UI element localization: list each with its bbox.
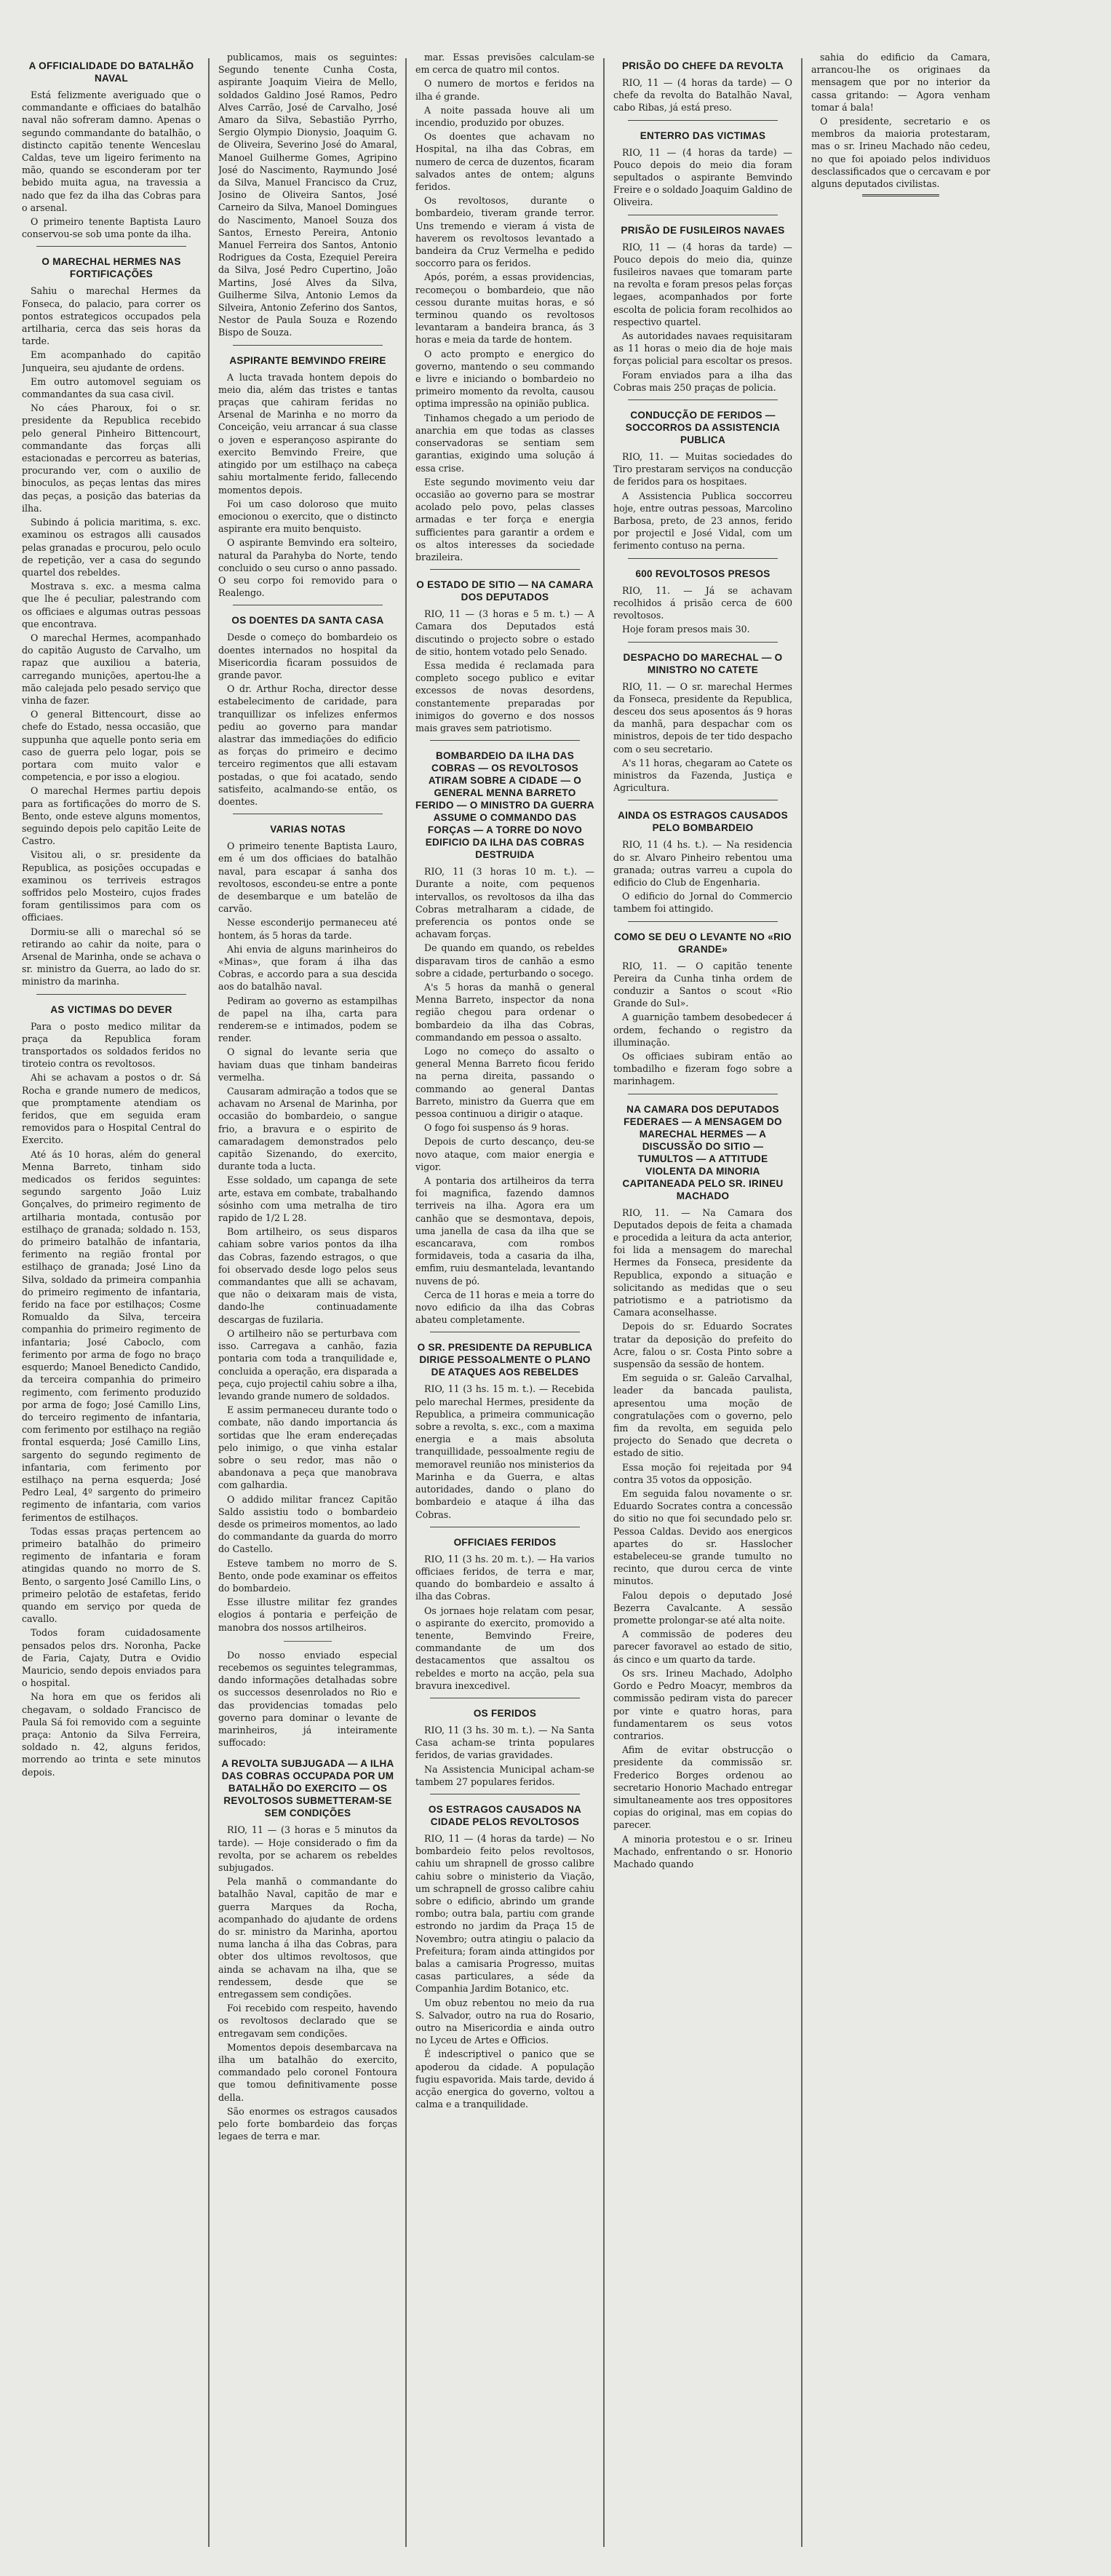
article-paragraph: O fogo foi suspenso ás 9 horas. [424, 1122, 569, 1134]
article-paragraph: Esse soldado, um capanga de sete arte, estava em combate, trabalhando sósinho com uma metralha de tiro rapido de 1/2 L 28. [218, 1174, 397, 1224]
article-paragraph: O dr. Arthur Rocha, director desse estabelecimento de caridade, para tranquillizar os infelizes enfermos pediu ao governo para mandar alastrar das immediações do edificio as forças do primeiro e decimo terceiro regimentos que alli estavam postadas, o que foi acatado, sendo satisfeito, acalmando-se então, os doentes. [218, 683, 397, 807]
article-paragraph: Falou depois o deputado José Bezerra Cavalcante. A sessão promette prolongar-se até alta noite. [613, 1589, 792, 1626]
article-headline: NA CAMARA DOS DEPUTADOS FEDERAES — A MENSAGEM DO MARECHAL HERMES — A DISCUSSÃO DO SITIO — TUMULTOS — A ATTITUDE VIOLENTA DA MINORIA CAPITANEADA PELO SR. IRINEU MACHADO [622, 1103, 784, 1201]
column-end-rule [862, 194, 939, 196]
article-paragraph: Os officiaes subiram então ao tombadilho e fizeram fogo sobre a marinhagem. [613, 1050, 792, 1087]
article-paragraph: Esteve tambem no morro de S. Bento, onde pode examinar os effeitos do bombardeio. [218, 1557, 397, 1594]
column-divider [801, 58, 803, 2547]
article-headline: CONDUCÇÃO DE FERIDOS — SOCCORROS DA ASSISTENCIA PUBLICA [625, 410, 781, 446]
article-paragraph: Todos foram cuidadosamente pensados pelos drs. Noronha, Packe de Faria, Cajaty, Dutra e Ovidio Mauricio, sendo depois enviados para o hospital. [22, 1627, 201, 1689]
article-paragraph: Pela manhã o commandante do batalhão Naval, capitão de mar e guerra Marques da Rocha, acompanhado do ajudante de ordens do sr. ministro da Marinha, aportou numa lancha á ilha das Cobras, para obter dos ultimos revoltosos, que ainda se achavam na ilha, que se rendessem, desde que se entregassem sem condições. [218, 1876, 397, 2000]
article-paragraph: E assim permaneceu durante todo o combate, não dando importancia ás sortidas que lhe eram endereçadas pelo inimigo, o que vinha estalar sobre o seu redor, mas não o abandonava a peça que manobrava com galhardia. [218, 1404, 397, 1491]
section-rule [430, 569, 580, 570]
article-paragraph: Esse illustre militar fez grandes elogios á pontaria e perfeição de manobra dos nossos artilheiros. [218, 1597, 397, 1633]
article-headline: DESPACHO DO MARECHAL — O MINISTRO NO CATETE [623, 651, 783, 675]
article-paragraph: O edificio do Jornal do Commercio tambem foi attingido. [613, 891, 792, 915]
article-headline: AINDA OS ESTRAGOS CAUSADOS PELO BOMBARDEIO [618, 810, 788, 834]
article-paragraph: Bom artilheiro, os seus disparos cahiam sobre varios pontos da ilha das Cobras, fazendo estragos, o que foi observado desde logo pelos seus commandantes que alli se achavam, que não o deixaram mais de vista, dando-lhe continuadamente descargas de fuzilaria. [218, 1226, 397, 1325]
article-paragraph: RIO, 11 — (3 horas e 5 m. t.) — A Camara dos Deputados está discutindo o projecto sobre o estado de sitio, hontem votado pelo Senado. [415, 608, 594, 657]
section-rule [430, 740, 580, 741]
section-rule [628, 120, 778, 121]
article-headline: O MARECHAL HERMES NAS FORTIFICAÇÕES [41, 256, 181, 280]
article-paragraph: O artilheiro não se perturbava com isso. Carregava a canhão, fazia pontaria com toda a tranquilidade e, concluida a operação, era disparada a peça, cujo projectil cahiu sobre a ilha, levando grande numero de soldados. [218, 1327, 397, 1402]
article-paragraph: São enormes os estragos causados pelo forte bombardeio das forças legaes de terra e mar. [218, 2105, 397, 2142]
article-paragraph: RIO, 11 (4 hs. t.). — Na residencia do sr. Alvaro Pinheiro rebentou uma granada; outras varreu a cupola do edificio do Club de Engenharia. [613, 839, 792, 888]
article-paragraph: RIO, 11 — (3 horas e 5 minutos da tarde). — Hoje considerado o fim da revolta, por se acharem os rebeldes subjugados. [218, 1824, 397, 1873]
article-paragraph: A minoria protestou e o sr. Irineu Machado, enfrentando o sr. Honorio Machado quando [613, 1833, 792, 1869]
article-paragraph: Todas essas praças pertencem ao primeiro batalhão do primeiro regimento de infantaria e foram atingidas quando no morro de S. Bento, o sargento José Camillo Lins, o primeiro pelotão de estafetas, ferido quando em serviço por queda de cavallo. [22, 1525, 201, 1625]
article-paragraph: Visitou ali, o sr. presidente da Republica, as posições occupadas e examinou os terriveis estragos soffridos pelo Mosteiro, cujos frades foram gentilissimos para com os officiaes. [22, 849, 201, 923]
article-headline: OS ESTRAGOS CAUSADOS NA CIDADE PELOS REVOLTOSOS [428, 1803, 582, 1827]
column-2 [218, 51, 397, 2554]
article-paragraph: Dormiu-se alli o marechal só se retirando ao cahir da noite, para o Arsenal de Marinha, onde se achava o sr. ministro da Guerra, ao lado do sr. ministro da marinha. [22, 926, 201, 987]
section-rule [36, 246, 186, 247]
article-paragraph: RIO, 11 — (4 horas da tarde) — Pouco depois do meio dia, quinze fusileiros navaes que tomaram parte na revolta e foram presos pelas forças legaes, acompanhados por forte escolta de policia foram recolhidos ao respectivo quartel. [613, 241, 792, 327]
article-paragraph: mar. Essas previsões calculam-se em cerca de quatro mil contos. [415, 52, 594, 76]
article-paragraph: Ahi se achavam a postos o dr. Sá Rocha e grande numero de medicos, que promptamente atendiam os feridos, que em seguida eram removidos para o Hospital Central do Exercito. [22, 1072, 201, 1146]
article-paragraph: RIO, 11 (3 hs. 15 m. t.). — Recebida pelo marechal Hermes, presidente da Republica, a primeira communicação sobre a revolta, s. exc., com a maxima energia e a mais absoluta tranquillidade, pessoalmente regiu de memoravel reunião nos ministerios da Marinha e da Guerra, e altas autoridades, dando o plano do bombardeio e ataque á ilha das Cobras. [415, 1383, 594, 1520]
article-paragraph: A's 5 horas da manhã o general Menna Barreto, inspector da nona região chegou para ordenar o bombardeio da ilha das Cobras, commandando em pessoa o assalto. [415, 981, 594, 1043]
article-paragraph: A lucta travada hontem depois do meio dia, além das tristes e tantas praças que cahiram feridas no Arsenal de Marinha e no morro da Conceição, veiu arrancar á sua classe o joven e esperançoso aspirante do exercito Bemvindo Freire, que atingido por um estilhaço na cabeça sahiu mortalmente ferido, fallecendo momentos depois. [218, 371, 397, 496]
article-headline: BOMBARDEIO DA ILHA DAS COBRAS — OS REVOLTOSOS ATIRAM SOBRE A CIDADE — O GENERAL MENNA BARRETO FERIDO — O MINISTRO DA GUERRA ASSUME O COMMANDO DAS FORÇAS — A TORRE DO NOVO EDIFICIO DA ILHA DAS COBRAS DESTRUIDA [415, 750, 594, 861]
article-paragraph: Após, porém, a essas providencias, recomeçou o bombardeio, que não cessou durante muitas horas, e só terminou quando os revoltosos levantaram a bandeira branca, ás 3 horas e meia da tarde de hontem. [415, 271, 594, 346]
article-paragraph: Foi um caso doloroso que muito emocionou o exercito, que o distincto aspirante era muito benquisto. [218, 498, 397, 535]
article-paragraph: Em seguida o sr. Galeão Carvalhal, leader da bancada paulista, apresentou uma moção de congratulações com o governo, pelo fim da revolta, em seguida pelo projecto do Senado que decreta o estado de sitio. [613, 1372, 792, 1459]
article-paragraph: Até ás 10 horas, além do general Menna Barreto, tinham sido medicados os feridos seguintes: segundo sargento João Luiz Gonçalves, do primeiro regimento de artilharia montada, contusão por estilhaço de granada; soldado n. 153, do primeiro batalhão de infantaria, ferimento na região frontal por estilhaço de granada; José Lino da Silva, soldado da primeira companhia do primeiro regimento de infantaria, ferido na face por estilhaços; Cosme Romualdo da Silva, terceira companhia do primeiro regimento de infantaria; José Caboclo, com ferimento por arma de fogo no braço esquerdo; Manoel Benedicto Candido, da terceira companhia do primeiro regimento, com ferimento produzido por arma de fogo; José Camillo Lins, do terceiro regimento de infantaria, com ferimento por estilhaço na região frontal esquerda; José Camillo Lins, sargento do segundo regimento de infantaria, com ferimento por estilhaço na perna esquerda; José Pedro Leal, 4º sargento do primeiro regimento de infantaria, com varios ferimentos de estilhaços. [22, 1148, 201, 1523]
article-paragraph: O primeiro tenente Baptista Lauro, em é um dos officiaes do batalhão naval, para escapar á sanha dos revoltosos, escondeu-se entre a ponte de desembarque e um batelão de carvão. [218, 840, 397, 915]
article-paragraph: Cerca de 11 horas e meia a torre do novo edificio da ilha das Cobras abateu completamente. [415, 1289, 594, 1326]
article-paragraph: A pontaria dos artilheiros da terra foi magnifica, fazendo damnos terriveis na ilha. Agora era um canhão que se desmontava, depois, uma janella de casa da ilha que se escancarava, com rombos formidaveis, toda a casaria da ilha, emfim, ruiu desmantelada, levantando nuvens de pó. [415, 1175, 594, 1287]
article-paragraph: A's 11 horas, chegaram ao Catete os ministros da Fazenda, Justiça e Agricultura. [613, 757, 792, 794]
article-headline: PRISÃO DO CHEFE DA REVOLTA [621, 60, 784, 71]
article-paragraph: RIO, 11. — O capitão tenente Pereira da Cunha tinha ordem de conduzir a Santos o scout «Rio Grande do Sul». [613, 960, 792, 1009]
article-paragraph: Depois de curto descanço, deu-se novo ataque, com maior energia e vigor. [415, 1136, 594, 1172]
article-headline: ASPIRANTE BEMVINDO FREIRE [229, 354, 386, 366]
column-4 [613, 51, 792, 2554]
article-paragraph: Causaram admiração a todos que se achavam no Arsenal de Marinha, por occasião do bombardeio, o sangue frio, a bravura e o espirito de camaradagem demonstrados pelo capitão Sizenando, do exercito, durante toda a lucta. [218, 1086, 397, 1172]
article-headline: PRISÃO DE FUSILEIROS NAVAES [621, 224, 785, 236]
article-paragraph: publicamos, mais os seguintes: Segundo tenente Cunha Costa, aspirante Joaquim Vieira de Mello, soldados Galdino José Ramos, Pedro Alves Carrão, José de Carvalho, José Amaro da Silva, Sebastião Pyrrho, Sergio Olympio Dionysio, Joaquim G. de Oliveira, Severino José do Amaral, Manoel Guilherme Gomes, Agripino José do Nascimento, Raymundo José da Silva, Manuel Francisco da Cruz, Josino de Oliveira Santos, José Carneiro da Silva, Manoel Domingues do Nascimento, Manoel Souza dos Santos, Ernesto Pereira, Antonio Manuel Ferreira dos Santos, Antonio Rodrigues da Costa, Ezequiel Pereira da Silva, José Pedro Cupertino, João Martins, José Alves da Silva, Guilherme Silva, Antonio Lemos da Silveira, Antonio Zeferino dos Santos, Nestor de Paula Souza e Rozendo Bispo de Souza. [218, 52, 397, 338]
article-paragraph: Em acompanhado do capitão Junqueira, seu ajudante de ordens. [22, 349, 201, 373]
article-paragraph: O numero de mortos e feridos na ilha é grande. [415, 78, 594, 102]
article-paragraph: A guarnição tambem desobedecer á ordem, fechando o registro da illuminação. [613, 1011, 792, 1048]
article-paragraph: Hoje foram presos mais 30. [622, 624, 750, 635]
article-paragraph: RIO, 11. — O sr. marechal Hermes da Fonseca, presidente da Republica, desceu dos seus aposentos ás 9 horas da manhã, para despachar com os ministros, depois de ter tido despacho com o seu secretario. [613, 680, 792, 755]
article-paragraph: Em seguida falou novamente o sr. Eduardo Socrates contra a concessão do sitio no que foi secundado pelo sr. Pessoa Caldas. Devido aos energicos apartes do sr. Hasslocher estabeleceu-se grande tumulto no recinto, que durou cerca de vinte minutos. [613, 1488, 792, 1587]
article-paragraph: De quando em quando, os rebeldes disparavam tiros de canhão a esmo sobre a cidade, perturbando o socego. [415, 942, 594, 979]
article-paragraph: RIO, 11 (3 hs. 20 m. t.). — Ha varios officiaes feridos, de terra e mar, quando do bombardeio e assalto á ilha das Cobras. [415, 1553, 594, 1602]
article-paragraph: Foram enviados para a ilha das Cobras mais 250 praças de policia. [613, 369, 792, 393]
article-paragraph: RIO, 11. — Já se achavam recolhidos á prisão cerca de 600 revoltosos. [613, 584, 792, 621]
article-paragraph: RIO, 11 (3 horas 10 m. t.). — Durante a noite, com pequenos intervallos, os revoltosos da ilha das Cobras metralharam a cidade, de preferencia os pontos onde se achavam forças. [415, 866, 594, 940]
article-paragraph: RIO, 11 — (4 horas da tarde) — Pouco depois do meio dia foram sepultados o aspirante Bemvindo Freire e o soldado Joaquim Galdino de Oliveira. [613, 146, 792, 208]
article-headline: AS VICTIMAS DO DEVER [50, 1003, 172, 1015]
article-paragraph: O acto prompto e energico do governo, mantendo o seu commando e livre e iniciando o bombardeio no primeiro momento da revolta, causou optima impressão na opinião publica. [415, 348, 594, 410]
article-paragraph: O marechal Hermes, acompanhado do capitão Augusto de Carvalho, um rapaz que auxiliou a bateria, carregando munições, apertou-lhe a mão calejada pelo pesado serviço que vinha de fazer. [22, 632, 201, 706]
article-paragraph: RIO, 11 — (4 horas da tarde) — No bombardeio feito pelos revoltosos, cahiu um shrapnell de grosso calibre cahiu sobre o ministerio da Viação, um schrapnell de grosso calibre cahiu sobre o edificio, abrindo um grande rombo; outra bala, partiu com grande estrondo no jardim da Praça 15 de Novembro; outra atingiu o palacio da Prefeitura; foram ainda attingidos por balas a camisaria Progresso, muitas casas particulares, a séde da Companhia Jardim Botanico, etc. [415, 1832, 594, 1995]
article-headline: A OFFICIALIDADE DO BATALHÃO NAVAL [28, 60, 194, 84]
article-paragraph: Desde o começo do bombardeio os doentes internados no hospital da Misericordia ficaram possuidos de grande pavor. [218, 632, 397, 680]
section-rule [628, 399, 778, 400]
section-rule [233, 345, 383, 346]
article-headline: 600 REVOLTOSOS PRESOS [635, 568, 770, 579]
article-paragraph: Nesse esconderijo permaneceu até hontem, ás 5 horas da tarde. [218, 917, 397, 941]
article-paragraph: Um obuz rebentou no meio da rua S. Salvador, outro na rua do Rosario, outro na Misericordia e ainda outro no Lyceu de Artes e Officios. [415, 1997, 594, 2046]
article-paragraph: Depois do sr. Eduardo Socrates tratar da deposição do prefeito do Acre, falou o sr. Costa Pinto sobre a suspensão da sessão de hontem. [613, 1321, 792, 1370]
column-divider [208, 58, 210, 2547]
article-headline: A REVOLTA SUBJUGADA — A ILHA DAS COBRAS OCCUPADA POR UM BATALHÃO DO EXERCITO — OS REVOLTOSOS SUBMETTERAM-SE SEM CONDIÇÕES [221, 1758, 394, 1819]
article-paragraph: Sahiu o marechal Hermes da Fonseca, do palacio, para correr os pontos estrategicos occupados pela artilharia, cerca das seis horas da tarde. [22, 285, 201, 347]
article-paragraph: Subindo á policia maritima, s. exc. examinou os estragos alli causados pelas granadas e procurou, pelo oculo de repetição, ver a casa do segundo quartel dos rebeldes. [22, 517, 201, 578]
section-rule [628, 642, 778, 643]
article-paragraph: Na hora em que os feridos ali chegavam, o soldado Francisco de Paula Sá foi removido com a seguinte praça: Antonio da Silva Ferreira, soldado n. 42, alguns feridos, morrendo ao trinta e sete minutos depois. [22, 1691, 201, 1778]
article-paragraph: A noite passada houve ali um incendio, produzido por obuzes. [415, 104, 594, 129]
article-paragraph: O addido militar francez Capitão Saldo assistiu todo o bombardeio desde os primeiros momentos, ao lado do commandante da guarda do morro do Castello. [218, 1493, 397, 1555]
column-5 [811, 51, 990, 2554]
article-paragraph: O aspirante Bemvindo era solteiro, natural da Parahyba do Norte, tendo concluido o seu curso o anno passado. O seu corpo foi removido para o Realengo. [218, 537, 397, 599]
article-paragraph: Em outro automovel seguiam os commandantes da sua casa civil. [22, 375, 201, 400]
article-paragraph: Tinhamos chegado a um periodo de anarchia em que todas as classes conservadoras se sentiam sem garantias, exigindo uma solução á essa crise. [415, 412, 594, 474]
article-paragraph: É indescriptivel o panico que se apoderou da cidade. A população fugiu espavorida. Mais tarde, devido á acção energica do governo, voltou a calma e a tranquilidade. [415, 2048, 594, 2110]
column-3 [415, 51, 594, 2554]
article-paragraph: Mostrava s. exc. a mesma calma que lhe é peculiar, palestrando com os officiaes e algumas outras pessoas que encontrava. [22, 581, 201, 629]
article-paragraph: O general Bittencourt, disse ao chefe do Estado, nessa occasião, que suppunha que aquelle ponto seria em caso de guerra pelo logar, pois se portara com muito valor e competencia, e por isso a elogiou. [22, 709, 201, 783]
section-rule [36, 994, 186, 995]
article-paragraph: Os doentes que achavam no Hospital, na ilha das Cobras, em numero de cerca de duzentos, ficaram salvados antes de ontem; alguns feridos. [415, 131, 594, 193]
article-paragraph: Essa medida é reclamada para completo socego publico e evitar excessos de novas desordens, constantemente preparadas por inimigos do governo e dos nossos mais graves sem patriotismo. [415, 659, 594, 734]
article-paragraph: O primeiro tenente Baptista Lauro conservou-se sob uma ponte da ilha. [22, 216, 201, 240]
article-headline: O ESTADO DE SITIO — NA CAMARA DOS DEPUTADOS [416, 579, 594, 603]
section-rule [628, 558, 778, 559]
article-headline: OS FERIDOS [473, 1707, 537, 1719]
article-paragraph: Ahi envia de alguns marinheiros do «Minas», que foram á ilha das Cobras, e accordo para a sua descida aos do batalhão naval. [218, 943, 397, 993]
article-paragraph: Está felizmente averiguado que o commandante e officiaes do batalhão naval não sofreram damno. Apenas o segundo commandante do batalhão, o distincto capitão tenente Wenceslau Caldas, teve um ligeiro ferimento na mão, quando se esconderam por ter bebido muita agua, na travessia a nado que fez da ilha das Cobras para o arsenal. [22, 90, 201, 213]
article-headline: OS DOENTES DA SANTA CASA [231, 615, 384, 627]
article-paragraph: Essa moção foi rejeitada por 94 contra 35 votos da opposição. [613, 1461, 792, 1485]
column-divider [603, 58, 605, 2547]
article-paragraph: Pediram ao governo as estampilhas de papel na ilha, carta para renderem-se e intimados, podem se render. [218, 995, 397, 1044]
article-paragraph: sahia do edificio da Camara, arrancou-lhe os originaes da mensagem que por no interior da cassa gritando: — Agora venham tomar á bala! [811, 52, 990, 113]
article-paragraph: Os srs. Irineu Machado, Adolpho Gordo e Pedro Moacyr, membros da commissão pediram vista do parecer por vinte e quatro horas, para fundamentarem os seus votos contrarios. [613, 1667, 792, 1741]
article-headline: OFFICIAES FERIDOS [453, 1536, 557, 1548]
article-paragraph: RIO, 11 — (4 horas da tarde) — O chefe da revolta do Batalhão Naval, cabo Ribas, já está preso. [613, 77, 792, 114]
column-1 [22, 51, 201, 2554]
article-headline: ENTERRO DAS VICTIMAS [640, 130, 766, 141]
article-paragraph: Afim de evitar obstrucção o presidente da commissão sr. Frederico Borges ordenou ao secretario Honorio Machado entregar simultaneamente aos tres oppositores copias do original, mas em copias do parecer. [613, 1744, 792, 1831]
article-paragraph: Na Assistencia Municipal acham-se tambem 27 populares feridos. [415, 1763, 594, 1787]
article-paragraph: No cáes Pharoux, foi o sr. presidente da Republica recebido pelo general Pinheiro Bittencourt, commandante das forças alli estacionadas e percorreu as baterias, procurando ver, com o auxilio de binoculos, as peças lentas das mires das peças, a posição das baterias da ilha. [22, 402, 201, 514]
article-paragraph: RIO, 11. — Muitas sociedades do Tiro prestaram serviços na conducção de feridos para os hospitaes. [613, 451, 792, 488]
article-headline: VARIAS NOTAS [270, 824, 346, 835]
article-paragraph: RIO, 11. — Na Camara dos Deputados depois de feita a chamada e procedida a leitura da acta anterior, foi lida a mensagem do marechal Hermes da Fonseca, presidente da Republica, expondo a situação e solicitando as medidas que o seu patriotismo e a patriotismo da Camara aconselhasse. [613, 1206, 792, 1319]
article-paragraph: Os revoltosos, durante o bombardeio, tiveram grande terror. Uns tremendo e vieram á vista de haverem os revoltosos levantado a bandeira da Cruz Vermelha e pedido soccorro para os feridos. [415, 195, 594, 269]
article-paragraph: RIO, 11 (3 hs. 30 m. t.). — Na Santa Casa acham-se trinta populares feridos, de varias gravidades. [415, 1724, 594, 1761]
article-paragraph: Momentos depois desembarcava na ilha um batalhão do exercito, commandado pelo coronel Fontoura que tomou definitivamente posse della. [218, 2041, 397, 2103]
article-paragraph: Logo no começo do assalto o general Menna Barreto ficou ferido na perna direita, passando o commando ao general Dantas Barreto, ministro da Guerra que em pessoa continuou a dirigir o ataque. [415, 1046, 594, 1120]
article-paragraph: A Assistencia Publica soccorreu hoje, entre outras pessoas, Marcolino Barbosa, preto, de 23 annos, ferido por projectil e José Vidal, com um ferimento contuso na perna. [613, 490, 792, 552]
article-paragraph: Do nosso enviado especial recebemos os seguintes telegrammas, dando informações detalhadas sobre os successos desenrolados no Rio e das providencias tomadas pelo governo para dominar o levante de marinheiros, já inteiramente suffocado: [218, 1649, 397, 1749]
article-headline: O SR. PRESIDENTE DA REPUBLICA DIRIGE PESSOALMENTE O PLANO DE ATAQUES AOS REBELDES [417, 1342, 593, 1378]
section-rule [628, 921, 778, 922]
article-paragraph: A commissão de poderes deu parecer favoravel ao estado de sitio, ás cinco e um quarto da tarde. [613, 1629, 792, 1665]
article-paragraph: O signal do levante seria que haviam duas que tinham bandeiras vermelha. [218, 1046, 397, 1083]
article-headline: COMO SE DEU O LEVANTE NO «RIO GRANDE» [614, 931, 792, 955]
article-paragraph: O presidente, secretario e os membros da maioria protestaram, mas o sr. Irineu Machado não cedeu, no que foi apoiado pelos individuos desclassificados que o cercavam e por alguns deputados civilistas. [811, 116, 990, 190]
section-dash [284, 1641, 332, 1642]
column-divider [405, 58, 407, 2547]
article-paragraph: As autoridades navaes requisitaram as 11 horas o meio dia de hoje mais forças policial para escoltar os presos. [613, 330, 792, 367]
article-paragraph: Foi recebido com respeito, havendo os revoltosos declarado que se entregavam sem condições. [218, 2003, 397, 2039]
article-paragraph: Este segundo movimento veiu dar occasião ao governo para se mostrar acolado pelo povo, pelas classes armadas e ter força e energia sufficientes para garantir a ordem e os altos interesses da sociedade brazileira. [415, 476, 594, 562]
article-paragraph: Os jornaes hoje relatam com pesar, o aspirante do exercito, promovido a tenente, Bemvindo Freire, commandante de um dos destacamentos que assaltou os rebeldes e morto na acção, pela sua bravura inexcedivel. [415, 1605, 594, 1691]
article-paragraph: Para o posto medico militar da praça da Republica foram transportados os soldados feridos no tiroteio contra os revoltosos. [22, 1020, 201, 1070]
article-paragraph: O marechal Hermes partiu depois para as fortificações do morro de S. Bento, onde esteve alguns momentos, seguindo depois pelo capitão Leite de Castro. [22, 785, 201, 847]
